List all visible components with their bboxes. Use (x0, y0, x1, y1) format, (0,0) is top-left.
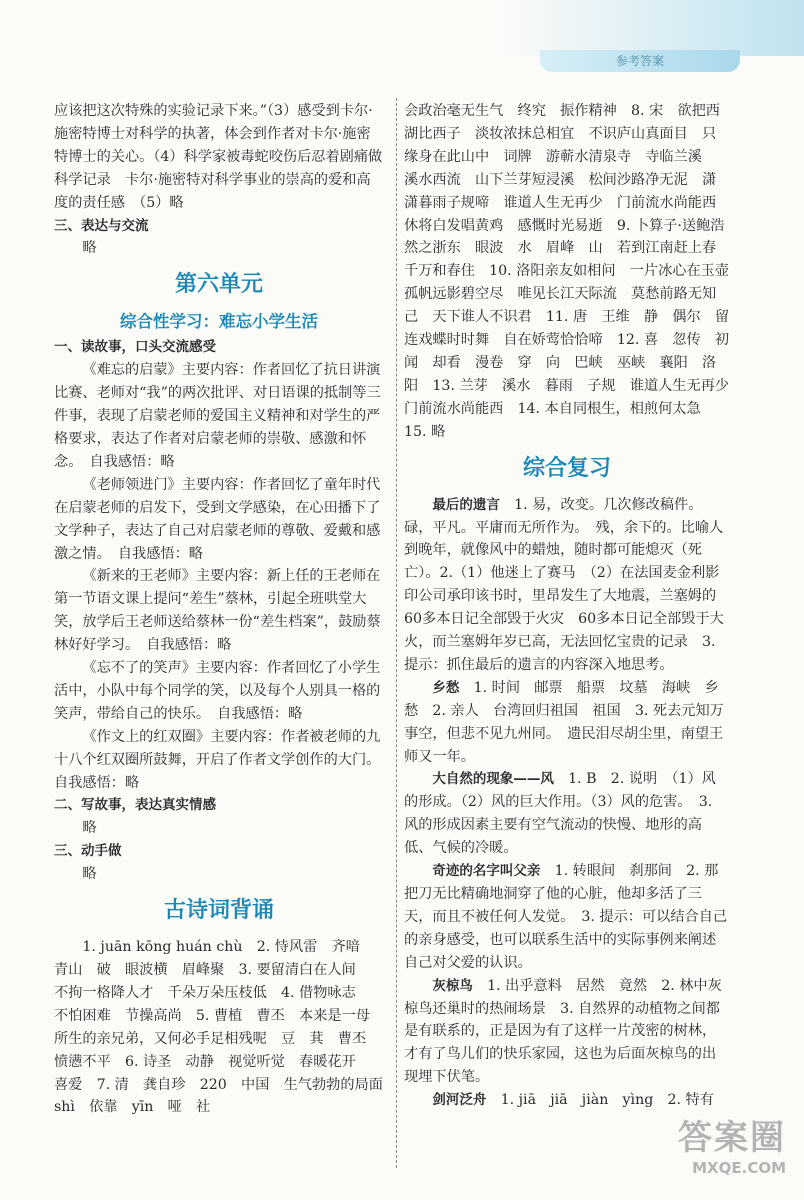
story-summary: 《难忘的启蒙》主要内容：作者回忆了抗日讲演比赛、老师对“我”的两次批评、对日语课的抵制等三件事，表现了启蒙老师的爱国主义精神和对学生的严格要求，表达了作者对启蒙老师的崇敬、感激和怀念。 自我感悟：略 (54, 362, 381, 470)
section-heading: 三、表达与交流 (54, 217, 149, 234)
unit-title: 古诗词背诵 (163, 898, 274, 924)
watermark (606, 1118, 786, 1188)
answer-text: 略 (82, 866, 97, 883)
lesson-answer (404, 677, 730, 769)
continued-paragraph: 应该把这次特殊的实验记录下来。”（3）感受到卡尔·施密特博士对科学的执著，体会到作者对卡尔·施密特博士的关心。（4）科学家被毒蛇咬伤后忍着剧痛做科学记录 卡尔·施密特对科学事业的崇高的爱和高度的责任感 （5）略 (54, 103, 383, 211)
lesson-text: 1. 出乎意料 居然 竟然 2. 林中灰椋鸟还巢时的热闹场景 3. 自然界的动植物之间都是有联系的，正是因为有了这样一片茂密的树林，才有了鸟儿们的快乐家园，这也为后面灰椋鸟的出现埋下伏笔。 (404, 977, 722, 1086)
unit-title: 综合复习 (522, 455, 611, 481)
lesson-answer (404, 860, 730, 975)
header-tab: 参考答案 (540, 50, 740, 72)
subsection-title: 综合性学习：难忘小学生活 (120, 312, 318, 332)
story-summary: 《作文上的红双圈》主要内容：作者被老师的九十八个红双圈所鼓舞，开启了作者文学创作的大门。 自我感悟：略 (54, 728, 388, 791)
section-heading: 三、动手做 (54, 843, 122, 860)
watermark-url: MXQE.COM (692, 1159, 786, 1177)
column-divider (396, 98, 397, 1168)
lesson-title: 剑河泛舟 (432, 1092, 487, 1109)
lesson-title: 灰椋鸟 (432, 977, 473, 994)
lesson-title: 最后的遗言 (432, 496, 500, 513)
story-summary: 《老师领进门》主要内容：作者回忆了童年时代在启蒙老师的启发下，受到文学感染，在心田播下了文学种子，表达了自己对启蒙老师的尊敬、爱戴和感激之情。 自我感悟：略 (54, 476, 381, 562)
story-summary: 《忘不了的笑声》主要内容：作者回忆了小学生活中，小队中每个同学的笑，以及每个人别具一格的笑声，带给自己的快乐。 自我感悟：略 (54, 660, 381, 722)
unit-title: 第六单元 (174, 272, 263, 298)
lesson-text: 1. 易，改变。几次修改稿件。碌，平凡。平庸而无所作为。 残，余下的。比喻人到晚年，就像风中的蜡烛，随时都可能熄灭（死亡）。2.（1）他迷上了赛马 （2）在法国麦金利影印公司承印该书时，里昂发生了大地震，兰塞姆的60多本日记全部毁于火灾 60多本日记全部毁于大火，而兰塞姆年岁已高，无法回忆宝贵的记录 3. 提示：抓住最后的遗言的内容深入地思考。 (404, 496, 724, 673)
right-column (404, 100, 744, 1112)
lesson-title: 奇迹的名字叫父亲 (432, 863, 541, 880)
lesson-text: 1. 转眼间 刹那间 2. 那把刀无比精确地洞穿了他的心脏，他却多活了三天，而且不被任何人发觉。 3. 提示：可以结合自己的亲身感受，也可以联系生活中的实际事例来阐述自己对父爱的认识。 (404, 863, 728, 971)
lesson-answer (404, 975, 730, 1090)
lesson-answer (404, 768, 730, 860)
section-heading: 二、写故事，表达真实情感 (54, 797, 216, 814)
answer-text: 略 (82, 820, 97, 837)
watermark-logo: 答案圈 (678, 1118, 786, 1158)
story-summary: 《新来的王老师》主要内容：新上任的王老师在第一节语文课上提问“差生”蔡林，引起全班哄堂大笑，放学后王老师送给蔡林一份“差生档案”，鼓励蔡林好好学习。 自我感悟：略 (54, 568, 381, 654)
lesson-text: 1. jiā jiā jiàn yìng 2. 特有 (500, 1092, 714, 1109)
lesson-title: 乡愁 (432, 679, 460, 696)
lesson-text: 1. 时间 邮票 船票 坟墓 海峡 乡愁 2. 亲人 台湾回归祖国 祖国 3. 死去元知万事空，但悲不见九州同。 遗民泪尽胡尘里，南望王师又一年。 (404, 679, 724, 765)
poem-answers: 1. juān kōng huán chù 2. 恃风雷 齐喑 青山 破 眼波横 眉峰聚 3. 要留清白在人间 不拘一格降人才 千朵万朵压枝低 4. 借物咏志 不怕困难 节操高尚 5. 曹植 曹丕 本来是一母所生的亲兄弟，又何必手足相残呢 豆 萁 曹丕 愤懑不平 6. 诗圣 动静 视觉听觉 春暖花开 喜爱 7. 清 龚自珍 220 中国 生气勃勃的局面 shì 依靠 yīn 哑 社 (54, 939, 398, 1116)
lesson-answer (404, 1089, 730, 1112)
poem-answers-continued: 会政治毫无生气 终究 振作精神 8. 宋 欲把西湖比西子 淡妆浓抹总相宜 不识庐山真面目 只缘身在此山中 词牌 游蕲水清泉寺 寺临兰溪 溪水西流 山下兰芽短浸溪 松间沙路净无泥 潇潇暮雨子规啼 谁道人生无再少 门前流水尚能西 休将白发唱黄鸡 感慨时光易逝 9. 卜算子·送鲍浩然之浙东 眼波 水 眉峰 山 若到江南赶上春 千万和春住 10. 洛阳亲友如相问 一片冰心在玉壶 孤帆远影碧空尽 唯见长江天际流 莫愁前路无知己 天下谁人不识君 11. 唐 王维 静 偶尔 留连戏蝶时时舞 自在娇莺恰恰啼 12. 喜 忽传 初闻 却看 漫卷 穿 向 巴峡 巫峡 襄阳 洛阳 13. 兰芽 溪水 暮雨 子规 谁道人生无再少 门前流水尚能西 14. 本自同根生，相煎何太急 15. 略 (404, 103, 744, 440)
lesson-answer (404, 494, 730, 677)
answer-text: 略 (82, 240, 97, 257)
lesson-title: 大自然的现象——风 (432, 771, 554, 788)
section-heading: 一、读故事，口头交流感受 (54, 339, 216, 356)
header-band (0, 0, 804, 56)
left-column (54, 100, 398, 1119)
lesson-text: 1. B 2. 说明 （1）风的形成。（2）风的巨大作用。（3）风的危害。 3. 风的形成因素主要有空气流动的快慢、地形的高低、气候的冷暖。 (404, 771, 716, 857)
